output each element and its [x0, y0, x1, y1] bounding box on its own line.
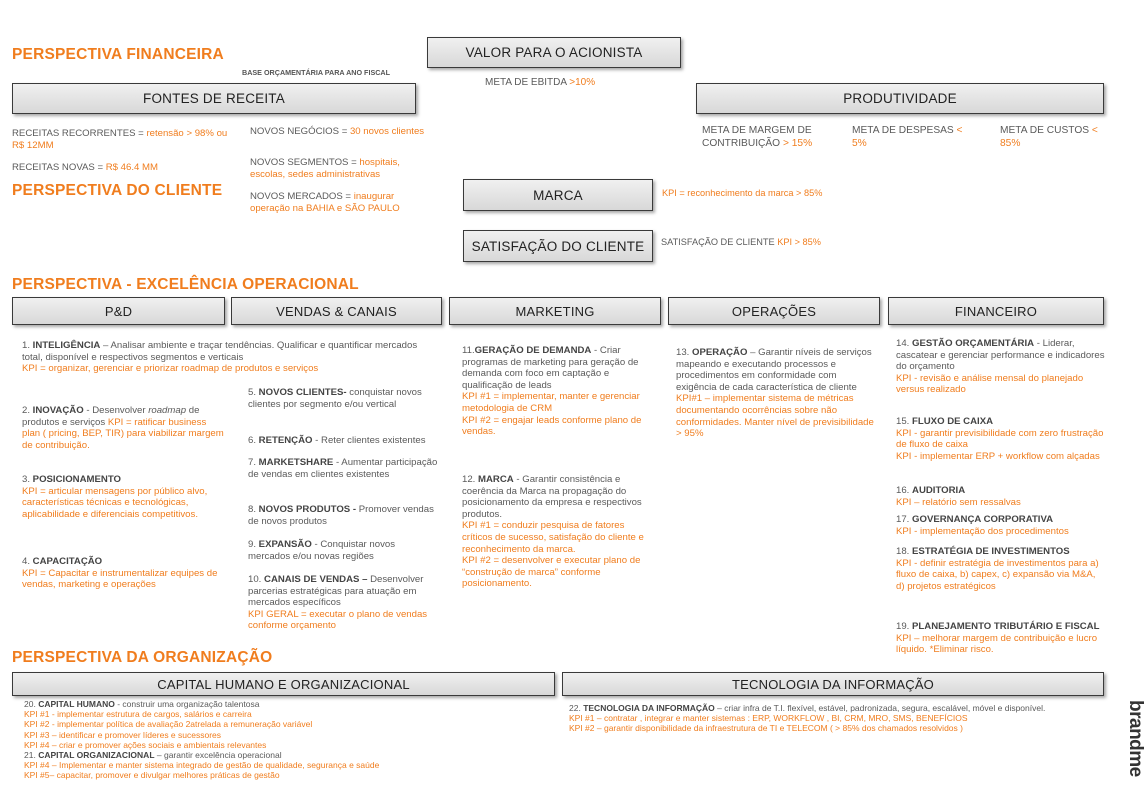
item-novos-produtos: 8. NOVOS PRODUTOS - Promover vendas de novos produtos — [248, 504, 434, 527]
item-auditoria: 16. AUDITORIA KPI – relatório sem ressalvas — [896, 485, 1021, 508]
perspectiva-organizacao-title: PERSPECTIVA DA ORGANIZAÇÃO — [12, 649, 273, 666]
satisfacao-kpi: SATISFAÇÃO DE CLIENTE KPI > 85% — [661, 237, 821, 247]
item-operacao: 13. OPERAÇÃO – Garantir níveis de serviços mapeando e executando processos e procedimentos em conformidade com exigência de cada característica de cliente KPI#1 – implementar sistema de métricas documentando ocorrências sobre não conformidades. Manter nível de previsibilidade > 95% — [676, 347, 874, 440]
meta-despesas: META DE DESPESAS < 5% — [852, 125, 963, 149]
fontes-receita-box: FONTES DE RECEITA — [12, 83, 416, 114]
item-governanca: 17. GOVERNANÇA CORPORATIVA KPI - implementação dos procedimentos — [896, 514, 1069, 537]
perspectiva-cliente-title: PERSPECTIVA DO CLIENTE — [12, 182, 223, 199]
item-tecnologia-informacao: 22. TECNOLOGIA DA INFORMAÇÃO – criar infra de T.I. flexível, estável, padronizada, segura, escalável, móvel e disponível. KPI #1 – contratar , integrar e manter sistemas : ERP, WORKFLOW , BI, CRM, MRO, SMS, BENEFÍCIOS KPI #2 – garantir disponibilidade da infraestrutura de TI e TELECOM ( > 85% dos chamados resolvidos ) — [569, 703, 1046, 734]
item-inovacao: 2. INOVAÇÃO - Desenvolver roadmap de produtos e serviços KPI = ratificar business plan ( pricing, BEP, TIR) para viabilizar margem de contribuição. — [22, 405, 224, 451]
receitas-recorrentes: RECEITAS RECORRENTES = retensão > 98% ou R$ 12MM — [12, 128, 228, 151]
tecnologia-informacao-box: TECNOLOGIA DA INFORMAÇÃO — [562, 672, 1104, 696]
item-marketshare: 7. MARKETSHARE - Aumentar participação de vendas em clientes existentes — [248, 457, 438, 480]
item-novos-clientes: 5. NOVOS CLIENTES- conquistar novos clientes por segmento e/ou vertical — [248, 387, 422, 410]
meta-ebitda: META DE EBITDA >10% — [485, 77, 596, 88]
marca-box: MARCA — [463, 179, 653, 211]
item-inteligencia: 1. INTELIGÊNCIA – Analisar ambiente e traçar tendências. Qualificar e quantificar mercados total, disponível e respectivos segmentos e verticais KPI = organizar, gerenciar e priorizar roadmap de produtos e serviços — [22, 340, 418, 375]
base-orcamentaria-note: BASE ORÇAMENTÁRIA PARA ANO FISCAL — [242, 68, 391, 77]
operacoes-box: OPERAÇÕES — [668, 297, 880, 325]
receitas-novas: RECEITAS NOVAS = R$ 46.4 MM — [12, 162, 159, 173]
meta-margem: META DE MARGEM DE CONTRIBUIÇÃO > 15% — [702, 125, 813, 149]
item-estrategia-investimentos: 18. ESTRATÉGIA DE INVESTIMENTOS KPI - definir estratégia de investimentos para a) fluxo de caixa, b) capex, c) expansão via M&A, d) projetos estratégicos — [896, 546, 1099, 592]
valor-acionista-box: VALOR PARA O ACIONISTA — [427, 37, 681, 68]
novos-negocios: NOVOS NEGÓCIOS = 30 novos clientes — [250, 126, 425, 137]
meta-custos: META DE CUSTOS < 85% — [1000, 125, 1098, 149]
item-retencao: 6. RETENÇÃO - Reter clientes existentes — [248, 435, 426, 446]
marketing-box: MARKETING — [449, 297, 661, 325]
item-planejamento-tributario: 19. PLANEJAMENTO TRIBUTÁRIO E FISCAL KPI – melhorar margem de contribuição e lucro líquido. *Eliminar risco. — [896, 621, 1100, 656]
vendas-canais-box: VENDAS & CANAIS — [231, 297, 442, 325]
pd-box: P&D — [12, 297, 225, 325]
perspectiva-financeira-title: PERSPECTIVA FINANCEIRA — [12, 46, 224, 63]
produtividade-box: PRODUTIVIDADE — [696, 83, 1104, 114]
item-expansao: 9. EXPANSÃO - Conquistar novos mercados e/ou novas regiões — [248, 539, 395, 562]
perspectiva-excelencia-title: PERSPECTIVA - EXCELÊNCIA OPERACIONAL — [12, 276, 359, 293]
satisfacao-cliente-box: SATISFAÇÃO DO CLIENTE — [463, 230, 653, 262]
item-gestao-orcamentaria: 14. GESTÃO ORÇAMENTÁRIA - Liderar, cascatear e gerenciar performance e indicadores do orçamento KPI - revisão e análise mensal do planejado versus realizado — [896, 338, 1105, 396]
marca-kpi: KPI = reconhecimento da marca > 85% — [662, 188, 823, 198]
financeiro-box: FINANCEIRO — [888, 297, 1104, 325]
capital-humano-box: CAPITAL HUMANO E ORGANIZACIONAL — [12, 672, 555, 696]
item-geracao-demanda: 11.GERAÇÃO DE DEMANDA - Criar programas de marketing para geração de demanda com foco em captação e qualificação de leads KPI #1 = implementar, manter e gerenciar metodologia de CRM KPI #2 = engajar leads conforme plano de vendas. — [462, 345, 642, 438]
item-canais-vendas: 10. CANAIS DE VENDAS – Desenvolver parcerias estratégicas para atuação em mercados específicos KPI GERAL = executar o plano de vendas conforme orçamento — [248, 574, 428, 632]
item-capital-humano: 20. CAPITAL HUMANO - construir uma organização talentosa KPI #1 - implementar estrutura de cargos, salários e carreira KPI #2 - implementar política de avaliação 2atrelada a remuneração variável KPI #3 – identificar e promover líderes e sucessores KPI #4 – criar e promover ações sociais e ambientais relevantes 21. CAPITAL ORGANIZACIONAL – garantir excelência operacional KPI #4 – Implementar e manter sistema integrado de gestão de qualidade, segurança e saúde KPI #5– capacitar, promover e divulgar melhores práticas de gestão — [24, 699, 380, 781]
item-capacitacao: 4. CAPACITAÇÃO KPI = Capacitar e instrumentalizar equipes de vendas, marketing e operações — [22, 556, 218, 591]
item-fluxo-caixa: 15. FLUXO DE CAIXA KPI - garantir previsibilidade com zero frustração de fluxo de caixa KPI - implementar ERP + workflow com alçadas — [896, 416, 1104, 462]
novos-mercados: NOVOS MERCADOS = inaugurar operação na BAHIA e SÃO PAULO — [250, 191, 400, 214]
brandme-logo: brandme — [1125, 700, 1146, 777]
item-marca: 12. MARCA - Garantir consistência e coerência da Marca na propagação do posicionamento da empresa e respectivos produtos. KPI #1 = conduzir pesquisa de fatores críticos de sucesso, satisfação do cliente e reconhecimento da marca. KPI #2 = desenvolver e executar plano de “construção de marca” conforme posicionamento. — [462, 474, 644, 590]
item-posicionamento: 3. POSICIONAMENTO KPI = articular mensagens por público alvo, características técnicas e tecnológicas, aplicabilidade e diferenciais competitivos. — [22, 474, 208, 520]
novos-segmentos: NOVOS SEGMENTOS = hospitais, escolas, sedes administrativas — [250, 157, 400, 180]
